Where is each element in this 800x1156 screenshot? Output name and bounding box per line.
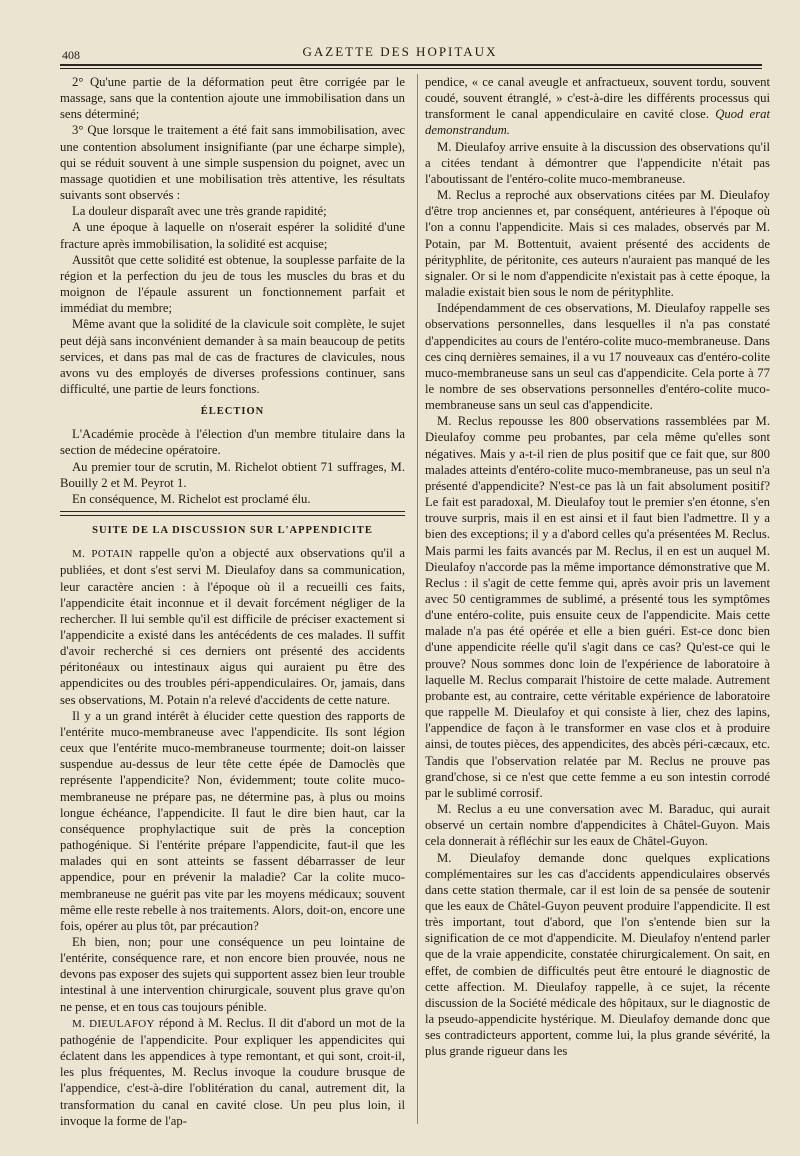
column-divider xyxy=(417,74,418,1124)
paragraph-text: rappelle qu'on a objecté aux observations qu'il a publiées, et dont s'est servi M. Dieulafoy dans sa communication, leur caractère ancien : à l'époque où il a recueilli ces faits, l'appendicite était inconnue et il devait forcément négliger de la rechercher. Il lui semble qu'il est difficile de préciser exactement si l'appendicite a existé dans les antécédents de ces malades. Il suffit d'avoir recherché si ces derniers ont présenté des accidents péritonéaux ou intestinaux aigus qui auraient pu être des appendicites ou des troubles péri-appendiculaires. Or, jamais, dans ses observations, M. Potain n'a relevé d'accidents de cette nature. xyxy=(60,546,405,707)
running-head: GAZETTE DES HOPITAUX xyxy=(302,44,498,59)
paragraph: Même avant que la solidité de la clavicule soit complète, le sujet peut déjà sans inconvénient demander à sa main beaucoup de petits services, et dans pas mal de cas de fractures de clavicules, nous avons vu des employés de diverses professions continuer, sans difficulté, une partie de leurs fonctions. xyxy=(60,317,405,396)
paragraph: 2° Qu'une partie de la déformation peut être corrigée par le massage, sans que la contention ajoute une immobilisation dans un sens déterminé; xyxy=(60,75,405,122)
paragraph: Aussitôt que cette solidité est obtenue, la souplesse parfaite de la région et la perfection du jeu de tous les muscles du bras et du moignon de l'épaule assurent un fonctionnement parfait et immédiat du membre; xyxy=(60,252,405,316)
speaker-name: M. POTAIN xyxy=(72,548,133,561)
paragraph: La douleur disparaît avec une très grande rapidité; xyxy=(72,204,327,219)
latin-phrase: Quod erat demonstrandum. xyxy=(425,107,770,138)
paragraph: A une époque à laquelle on n'oserait espérer la solidité d'une fracture après immobilisation, la solidité est acquise; xyxy=(60,220,405,251)
section-heading-discussion: SUITE DE LA DISCUSSION SUR L'APPENDICITE xyxy=(92,525,373,537)
paragraph: Indépendamment de ces observations, M. Dieulafoy rappelle ses observations personnelles, dans lesquelles il n'a pas constaté d'appendicites au cours de l'entéro-colite muco-membraneuse. Dans ces cinq dernières semaines, il a vu 17 nouveaux cas d'entéro-colite muco-membraneuse sans un seul cas d'appendicite. Cela porte à 77 le nombre de ses observations personnelles d'entéro-colite muco-membraneuse sans un seul cas d'appendicite. xyxy=(425,301,770,413)
paragraph: M. Reclus repousse les 800 observations rassemblées par M. Dieulafoy comme peu probantes, par cela même qu'elles sont négatives. Mais y a-t-il rien de plus positif que ce fait que, sur 800 malades atteints d'entéro-colite muco-membraneuse, pas un seul n'a présenté d'appendicite? N'est-ce pas là un fait absolument positif? Le fait est paradoxal, M. Dieulafoy tout le premier s'en étonne, s'en trouve surpris, mais il en est ainsi et il faut bien l'admettre. Il y a bien des exceptions; il y a d'abord celles qu'a présentées M. Reclus. Mais parmi les faits avancés par M. Reclus, il en est un auquel M. Dieulafoy n'accorde pas la même importance démonstrative que M. Reclus : il s'agit de cette femme qui, après avoir pris un lavement avec 50 centigrammes de sublimé, a présenté tous les symptômes d'une entéro-colite, puis ensuite ceux de l'appendicite. Mais cette malade n'a pas été opérée et elle a bien guéri. Est-ce donc bien d'une appendicite réelle qu'il s'agit dans ce cas? Qu'est-ce qui le prouve? Nous sommes donc loin de l'expérience de laboratoire à laquelle M. Reclus comparait l'histoire de cette malade. Autrement probante est, au contraire, cette véritable expérience de laboratoire que rappelle M. Dieulafoy et qui consiste à lier, chez des lapins, l'appendice de façon à le transformer en vase clos et à produire ainsi, de toutes pièces, des appendicites, des abcès péri-cæcaux, etc. Tandis que l'observation relatée par M. Reclus ne prouve pas grand'chose, si ce n'est que cette femme a eu son intestin corrodé par le sublimé corrosif. xyxy=(425,414,770,800)
speaker-name: M. DIEULAFOY xyxy=(72,1017,155,1030)
paragraph: M. Reclus a eu une conversation avec M. Baraduc, qui aurait observé un certain nombre d'appendicites à Châtel-Guyon. Mais cela donnerait à réfléchir sur les eaux de Châtel-Guyon. xyxy=(425,802,770,849)
paragraph: En conséquence, M. Richelot est proclamé élu. xyxy=(72,491,311,506)
paragraph: Au premier tour de scrutin, M. Richelot obtient 71 suffrages, M. Bouilly 2 et M. Peyrot 1. xyxy=(60,459,405,490)
left-column xyxy=(60,74,405,1129)
page-number: 408 xyxy=(62,48,80,62)
paragraph: M. Dieulafoy demande donc quelques explications complémentaires sur les cas d'accidents appendiculaires observés dans cette station thermale, car il est loin de sa pensée de soutenir que les eaux de Châtel-Guyon peuvent produire l'appendicite. Il est très important, tout d'abord, que l'on s'entende bien sur la signification de ce mot d'appendicite. M. Dieulafoy n'entend parler que de la vraie appendicite, constatée chirurgicalement. On sait, en effet, de combien de difficultés peut être entouré le diagnostic de cette affection. M. Dieulafoy rappelle, à ce sujet, la récente discussion de la Société médicale des hôpitaux, sur le diagnostic de la pseudo-appendicite hystérique. M. Dieulafoy demande donc que ses contradicteurs apportent, comme lui, la plus grande sévérité, la plus grande rigueur dans les xyxy=(425,850,770,1059)
paragraph: M. Dieulafoy arrive ensuite à la discussion des observations qu'il a citées tendant à démontrer que l'appendicite n'était pas l'aboutissant de l'entéro-colite muco-membraneuse. xyxy=(425,139,770,186)
paragraph xyxy=(60,1015,405,1129)
paragraph: L'Académie procède à l'élection d'un membre titulaire dans la section de médecine opératoire. xyxy=(60,427,405,458)
paragraph: Il y a un grand intérêt à élucider cette question des rapports de l'entérite muco-membraneuse avec l'appendicite. Ils sont légion ceux que l'entérite muco-membraneuse tourmente; doit-on laisser suspendue au-dessus de leur tête cette épée de Damoclès que représente l'appendicite? Non, évidemment; toute colite muco-membraneuse ne prépare pas, ne détermine pas, à plus ou moins longue échéance, l'appendicite. Il faut le dire bien haut, car la conséquence prophylactique suit de près la conception pathogénique. Si l'entérite prépare l'appendicite, faut-il que les malades qui en sont atteints se fassent débarrasser de leur appendice, pour en prévenir la maladie? Car la colite muco-membraneuse ne guérit pas vite par les moyens médicaux; souvent même elle reste rebelle à nos traitements. Alors, doit-on, encore une fois, opérer au plus tôt, par précaution? xyxy=(60,708,405,933)
section-rule xyxy=(60,511,405,516)
paragraph: 3° Que lorsque le traitement a été fait sans immobilisation, avec une contention absolument insignifiante (par une écharpe simple), qui se réduit souvent à une simple suspension du poignet, avec un massage quotidien et une mobilisation très attentive, les résultats suivants sont observés : xyxy=(60,123,405,203)
paragraph xyxy=(425,74,770,139)
header-rule-thin xyxy=(60,68,762,69)
paragraph-text: répond à M. Reclus. Il dit d'abord un mot de la pathogénie de l'appendicite. Pour expliquer les appendicites qui éclatent dans les appendices à type remontant, et qui sont, croit-il, les plus fréquentes, M. Reclus invoque la coudure brusque de l'appendice, c'est-à-dire l'oblitération du canal, autrement dit, la transformation du canal en cavité close. Un peu plus loin, il invoque la forme de l'ap- xyxy=(60,1015,405,1128)
paragraph: M. Reclus a reproché aux observations citées par M. Dieulafoy d'être trop anciennes et, par conséquent, antérieures à l'époque où l'on a connu l'appendicite. Mais si ces malades, observés par M. Potain, par M. Bottentuit, avaient présenté des accidents de pérityphlite, de péritonite, ces auteurs n'auraient pas manqué de les signaler. Or si le nom d'appendicite n'existait pas à cette époque, la maladie existait bien sous le nom de pérityphlite. xyxy=(425,188,770,300)
paragraph-text: pendice, « ce canal aveugle et anfractueux, souvent tordu, souvent coudé, souvent étranglé, » c'est-à-dire les différents processus qui transforment le canal appendiculaire en cavité close. xyxy=(425,75,770,122)
section-heading-election: ÉLECTION xyxy=(200,406,265,418)
paragraph: Eh bien, non; pour une conséquence un peu lointaine de l'entérite, conséquence rare, et non encore bien prouvée, nous ne devons pas exposer des sujets qui supportent assez bien leur trouble intestinal à une intervention chirurgicale, souvent plus grave qu'on ne pense, et en tous cas toujours pénible. xyxy=(60,934,405,1014)
header-rule xyxy=(60,64,762,66)
right-column xyxy=(425,74,770,1060)
paragraph xyxy=(60,545,405,708)
